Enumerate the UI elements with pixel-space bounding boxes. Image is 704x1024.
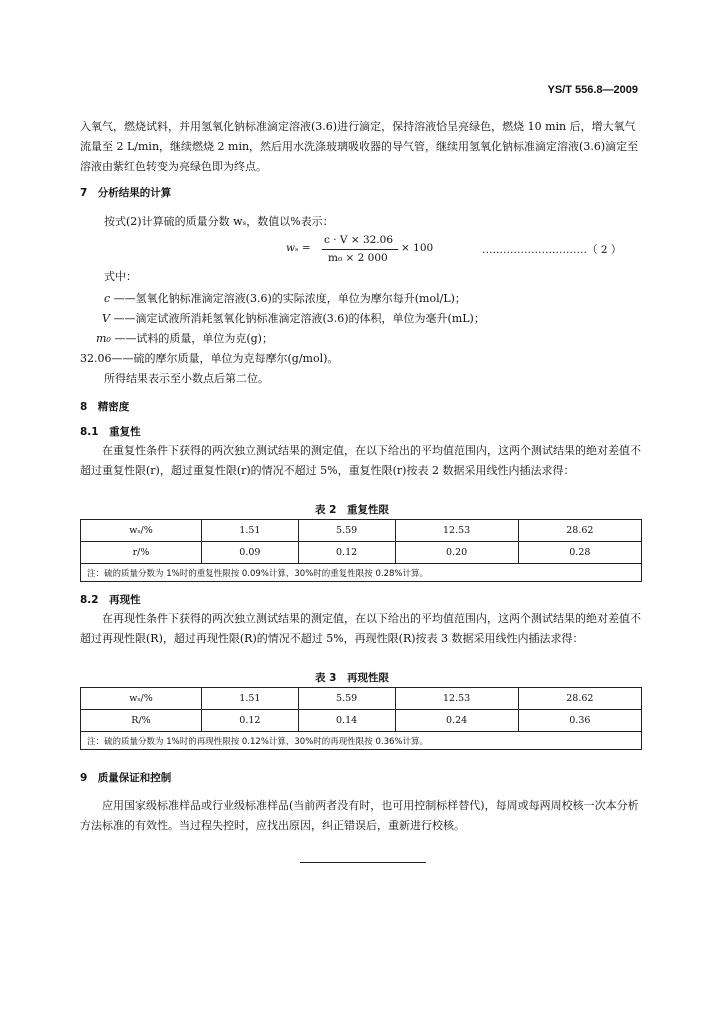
table-cell: 5.59 xyxy=(298,688,395,710)
section-7-heading: 7 分析结果的计算 xyxy=(80,187,172,199)
table-cell: 1.51 xyxy=(202,688,299,710)
where-label: 式中： xyxy=(104,270,137,283)
section-9-heading: 9 质量保证和控制 xyxy=(80,772,172,784)
formula-number: …………………………（ 2 ） xyxy=(482,244,622,256)
var-symbol: m₀ xyxy=(96,332,111,345)
row-label: wₛ/% xyxy=(81,688,202,710)
table-cell: 0.28 xyxy=(518,542,641,564)
standard-number: YS/T 556.8—2009 xyxy=(547,84,638,96)
table-cell: 0.20 xyxy=(395,542,518,564)
table-note-row xyxy=(81,732,642,750)
section-8-1-heading: 8.1 重复性 xyxy=(80,426,141,438)
table-cell: 1.51 xyxy=(202,520,299,542)
repeatability-paragraph: 在重复性条件下获得的两次独立测试结果的测定值，在以下给出的平均值范围内，这两个测试结果的绝对差值不超过重复性限(r)，超过重复性限(r)的情况不超过 5%，重复性限(r)按表 2 数据采用线性内插法求得： xyxy=(80,444,641,477)
table-3-caption: 表 3 再现性限 xyxy=(315,672,389,684)
row-label: wₛ/% xyxy=(81,520,202,542)
table-row xyxy=(81,688,642,710)
table-row xyxy=(81,542,642,564)
var-c xyxy=(104,290,466,306)
var-desc: ——试料的质量，单位为克(g)； xyxy=(114,332,273,345)
table-cell: 5.59 xyxy=(298,520,395,542)
section-8-2-heading: 8.2 再现性 xyxy=(80,594,141,606)
table-cell: 0.36 xyxy=(518,710,641,732)
row-label: R/% xyxy=(81,710,202,732)
var-desc: ——硫的摩尔质量，单位为克每摩尔(g/mol)。 xyxy=(111,352,339,365)
var-symbol: c xyxy=(104,292,111,305)
table-note: 注：硫的质量分数为 1%时的重复性限按 0.09%计算，30%时的重复性限按 0.28%计算。 xyxy=(81,564,642,582)
table-cell: 0.09 xyxy=(202,542,299,564)
reproducibility-paragraph: 在再现性条件下获得的两次独立测试结果的测定值，在以下给出的平均值范围内，这两个测试结果的绝对差值不超过再现性限(R)，超过再现性限(R)的情况不超过 5%，再现性限(R)按表 3 数据采用线性内插法求得： xyxy=(80,612,641,645)
var-symbol: V xyxy=(102,312,110,325)
formula-denominator: m₀ × 2 000 xyxy=(328,252,388,264)
end-rule xyxy=(300,862,426,863)
var-m0 xyxy=(96,330,273,346)
formula-times-100: × 100 xyxy=(401,242,434,254)
quality-paragraph: 应用国家级标准样品或行业级标准样品(当前两者没有时，也可用控制标样替代)，每周或每两周校核一次本分析方法标准的有效性。当过程失控时，应找出原因，纠正错误后，重新进行校核。 xyxy=(80,799,639,832)
var-desc: ——滴定试液所消耗氢氧化钠标准滴定溶液(3.6)的体积，单位为毫升(mL)； xyxy=(113,312,485,325)
var-molar-mass xyxy=(80,350,338,366)
table-cell: 0.24 xyxy=(395,710,518,732)
section-8-heading: 8 精密度 xyxy=(80,401,130,413)
var-desc: ——氢氧化钠标准滴定溶液(3.6)的实际浓度，单位为摩尔每升(mol/L)； xyxy=(113,292,466,305)
table-note-row xyxy=(81,564,642,582)
table-cell: 0.14 xyxy=(298,710,395,732)
table-cell: 0.12 xyxy=(298,542,395,564)
table-cell: 28.62 xyxy=(518,688,641,710)
table-note: 注：硫的质量分数为 1%时的再现性限按 0.12%计算，30%时的再现性限按 0.36%计算。 xyxy=(81,732,642,750)
formula-lhs: wₛ = xyxy=(286,242,311,254)
result-note: 所得结果表示至小数点后第二位。 xyxy=(104,372,269,385)
table-row xyxy=(81,710,642,732)
var-symbol: 32.06 xyxy=(80,352,112,365)
table-cell: 12.53 xyxy=(395,688,518,710)
fraction-bar xyxy=(322,249,398,250)
table-cell: 28.62 xyxy=(518,520,641,542)
formula-numerator: c · V × 32.06 xyxy=(324,234,394,246)
row-label: r/% xyxy=(81,542,202,564)
intro-paragraph: 入氧气，燃烧试料，并用氢氧化钠标准滴定溶液(3.6)进行滴定，保持溶液恰呈亮绿色，燃烧 10 min 后，增大氧气流量至 2 L/min，继续燃烧 2 min，然后用水洗涤玻璃吸收器的导气管，继续用氢氧化钠标准滴定溶液(3.6)滴定至溶液由紫红色转变为亮绿色即为终点。 xyxy=(80,120,639,173)
table-2-repeatability xyxy=(80,519,642,582)
table-cell: 0.12 xyxy=(202,710,299,732)
table-cell: 12.53 xyxy=(395,520,518,542)
table-2-caption: 表 2 重复性限 xyxy=(315,504,389,516)
table-3-reproducibility xyxy=(80,687,642,750)
var-V xyxy=(102,310,485,326)
formula-intro: 按式(2)计算硫的质量分数 wₛ，数值以%表示： xyxy=(104,215,334,228)
table-row xyxy=(81,520,642,542)
